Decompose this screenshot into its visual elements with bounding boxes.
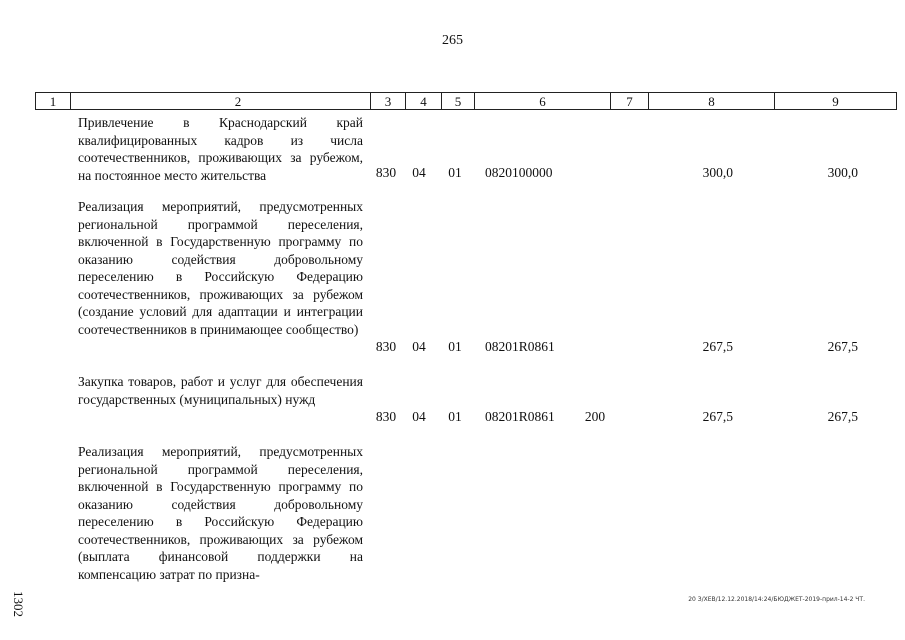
row-description: Закупка товаров, работ и услуг для обеспечения государственных (муниципальных) нужд	[78, 374, 363, 407]
footer-document-code: 20 З/ХЕВ/12.12.2018/14:24/БЮДЖЕТ-2019-прил-14-2 ЧТ.	[688, 596, 865, 603]
column-header-5: 5	[441, 92, 474, 110]
row-description: Реализация мероприятий, предусмотренных региональной программой переселения, включенной в Государственную программу по оказанию содействия добровольному переселению в Российскую Федерацию соотечественников, проживающих за рубежом (создание условий для адаптации и интеграции соотечественников в принимающее сообщество)	[78, 199, 363, 337]
row-amount-2020: 267,5	[827, 339, 858, 354]
row-section-code: 04	[412, 339, 426, 354]
row-ministry-code: 830	[375, 165, 397, 180]
side-page-number: 1302	[11, 591, 26, 617]
row-section-code: 04	[412, 409, 426, 424]
row-amount-2019: 300,0	[702, 165, 733, 180]
column-header-4: 4	[405, 92, 441, 110]
page-number: 265	[442, 33, 463, 48]
row-amount-2019: 267,5	[702, 339, 733, 354]
row-subsection-code: 01	[448, 165, 462, 180]
row-amount-2019: 267,5	[702, 409, 733, 424]
column-header-6: 6	[474, 92, 610, 110]
row-subsection-code: 01	[448, 409, 462, 424]
row-expense-type: 200	[584, 409, 606, 424]
column-header-8: 8	[648, 92, 774, 110]
column-header-9: 9	[774, 92, 897, 110]
row-ministry-code: 830	[375, 339, 397, 354]
row-subsection-code: 01	[448, 339, 462, 354]
row-description: Привлечение в Краснодарский край квалифицированных кадров из числа соотечественников, проживающих за рубежом, на постоянное место жительства	[78, 115, 363, 183]
row-description: Реализация мероприятий, предусмотренных региональной программой переселения, включенной в Государственную программу по оказанию содействия добровольному переселению в Российскую Федерацию соотечественников, проживающих за рубежом (выплата финансовой поддержки на компенсацию затрат по призна-	[78, 444, 363, 582]
column-header-1: 1	[35, 92, 70, 110]
row-target-article: 08201R0861	[485, 409, 555, 424]
column-header-3: 3	[370, 92, 405, 110]
row-target-article: 08201R0861	[485, 339, 555, 354]
column-header-7: 7	[610, 92, 648, 110]
row-amount-2020: 267,5	[827, 409, 858, 424]
column-header-2: 2	[70, 92, 405, 110]
row-ministry-code: 830	[375, 409, 397, 424]
row-section-code: 04	[412, 165, 426, 180]
row-amount-2020: 300,0	[827, 165, 858, 180]
row-target-article: 0820100000	[485, 165, 553, 180]
